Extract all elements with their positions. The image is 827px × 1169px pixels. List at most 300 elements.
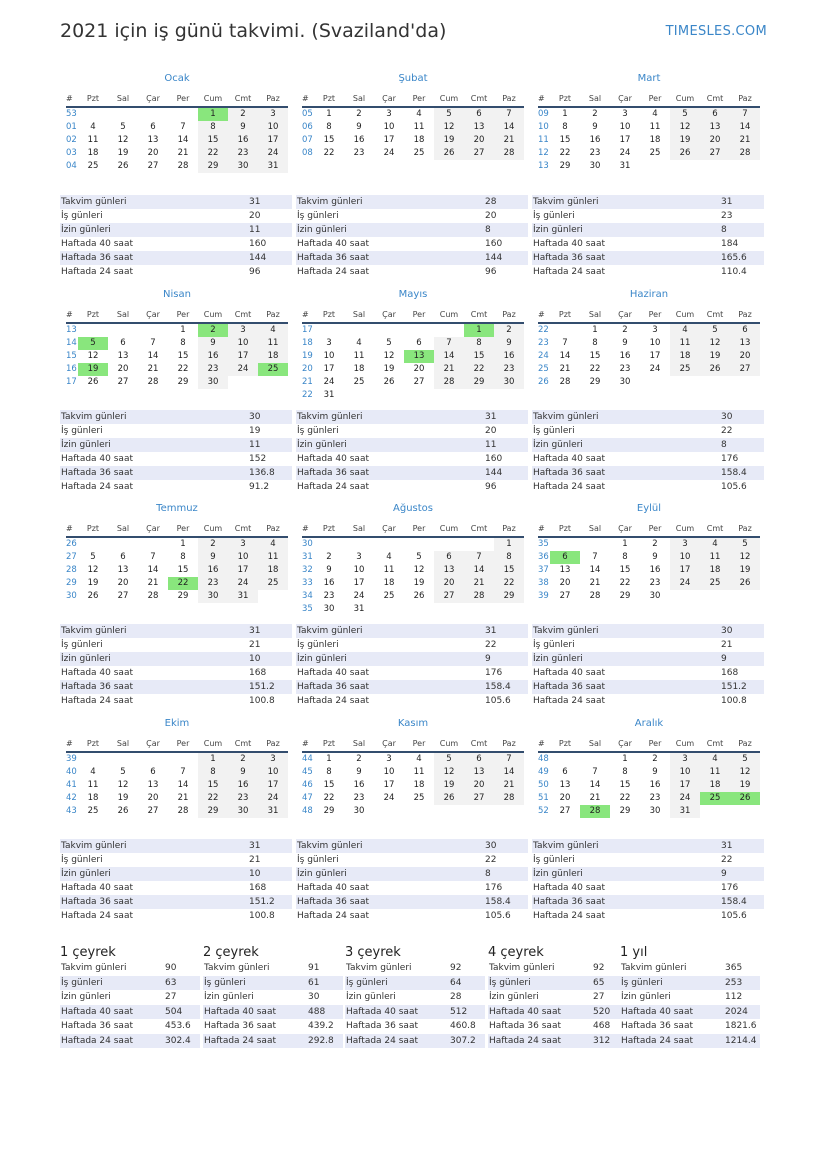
day-cell: 23 <box>589 148 601 158</box>
day-cell: 14 <box>434 350 464 363</box>
stat-value: 10 <box>249 654 261 664</box>
day-cell <box>730 590 760 603</box>
day-cell: 10 <box>670 766 700 779</box>
day-cell: 2 <box>652 754 658 764</box>
day-cell: 29 <box>589 377 601 387</box>
day-cell: 12 <box>730 551 760 564</box>
month-stats <box>60 839 292 923</box>
day-cell: 20 <box>434 577 464 590</box>
stat-row <box>60 652 292 666</box>
day-cell: 17 <box>323 364 335 374</box>
week-number: 51 <box>538 793 549 803</box>
stat-value: 31 <box>721 197 733 207</box>
day-cell: 18 <box>700 564 730 577</box>
week-number: 30 <box>302 539 313 549</box>
day-cell <box>78 538 108 551</box>
stat-row <box>532 223 764 237</box>
day-cell: 1 <box>326 754 332 764</box>
stat-label: Haftada 24 saat <box>61 482 133 492</box>
day-cell <box>138 324 168 337</box>
day-cell: 18 <box>87 148 99 158</box>
day-cell: 14 <box>177 135 189 145</box>
day-cell: 6 <box>464 753 494 766</box>
stat-row <box>296 452 528 466</box>
day-cell: 20 <box>464 779 494 792</box>
stat-row <box>532 480 764 494</box>
day-cell: 21 <box>559 364 571 374</box>
stat-label: Haftada 24 saat <box>61 696 133 706</box>
weekday-label: Pzt <box>558 310 572 319</box>
summary-row <box>620 1034 760 1049</box>
week-number: 18 <box>302 338 313 348</box>
day-cell: 2 <box>228 753 258 766</box>
day-cell: 31 <box>670 805 700 818</box>
day-cell <box>168 108 198 121</box>
day-cell <box>138 538 168 551</box>
weekday-label: Cmt <box>234 739 252 748</box>
day-cell: 4 <box>356 338 362 348</box>
stat-label: İzin günleri <box>61 440 111 450</box>
day-cell: 27 <box>147 806 159 816</box>
stat-row <box>60 909 292 923</box>
day-cell: 24 <box>258 147 288 160</box>
day-cell: 20 <box>559 793 571 803</box>
week-number: 13 <box>538 161 549 171</box>
week-row <box>302 753 524 766</box>
day-cell: 10 <box>258 766 288 779</box>
month-name: Ekim <box>164 718 190 729</box>
day-cell: 24 <box>383 148 395 158</box>
week-row <box>302 324 524 337</box>
day-cell: 2 <box>228 108 258 121</box>
weekday-label: Pzt <box>322 524 336 533</box>
day-cell: 25 <box>258 577 288 590</box>
day-cell: 21 <box>589 578 601 588</box>
summary-label: Takvim günleri <box>621 963 687 973</box>
week-row <box>66 766 288 779</box>
day-cell: 23 <box>649 793 661 803</box>
week-row <box>538 564 760 577</box>
day-cell: 24 <box>649 364 661 374</box>
summary-label: Haftada 40 saat <box>346 1006 418 1017</box>
day-cell: 28 <box>147 591 159 601</box>
stat-row <box>60 438 292 452</box>
stat-label: İzin günleri <box>61 654 111 664</box>
week-number: 46 <box>302 780 313 790</box>
stat-value: 9 <box>485 654 491 664</box>
stat-row <box>296 438 528 452</box>
weekday-header <box>66 308 288 324</box>
summary-row <box>345 1019 485 1034</box>
stat-label: Haftada 36 saat <box>297 253 369 263</box>
stat-label: İzin günleri <box>533 225 583 235</box>
week-row <box>538 108 760 121</box>
weekday-label: Cmt <box>706 94 724 103</box>
weekday-label: # <box>302 739 309 748</box>
day-cell: 9 <box>356 767 362 777</box>
day-cell: 19 <box>700 350 730 363</box>
day-cell <box>404 538 434 551</box>
month-calendar <box>66 288 288 389</box>
month-stats <box>296 839 528 923</box>
week-row <box>302 363 524 376</box>
stat-row <box>532 251 764 265</box>
summary-value: 91 <box>308 963 320 973</box>
summary-value: 468 <box>593 1021 611 1031</box>
stat-value: 23 <box>721 211 733 221</box>
day-cell: 5 <box>386 338 392 348</box>
week-number: 31 <box>302 552 313 562</box>
stat-row <box>60 881 292 895</box>
weekday-label: Çar <box>618 739 632 748</box>
stat-row <box>296 680 528 694</box>
stat-label: Takvim günleri <box>533 412 599 422</box>
day-cell: 21 <box>147 578 159 588</box>
day-cell <box>108 108 138 121</box>
week-number: 12 <box>538 148 549 158</box>
weekday-label: Pzt <box>558 524 572 533</box>
day-cell: 27 <box>117 591 129 601</box>
day-cell <box>434 805 464 818</box>
week-row <box>66 350 288 363</box>
day-cell: 2 <box>356 754 362 764</box>
week-row <box>538 577 760 590</box>
day-cell <box>374 324 404 337</box>
day-cell: 22 <box>619 578 631 588</box>
day-cell <box>344 324 374 337</box>
weekday-label: Cmt <box>470 310 488 319</box>
stat-label: İzin günleri <box>533 440 583 450</box>
day-cell <box>580 538 610 551</box>
day-cell: 16 <box>619 351 631 361</box>
month-calendar <box>302 288 524 402</box>
summary-value: 453.6 <box>165 1021 191 1031</box>
stat-label: İş günleri <box>533 855 575 865</box>
summary-row <box>488 1005 628 1020</box>
summary-row <box>203 961 343 976</box>
stat-value: 158.4 <box>485 682 511 692</box>
weekday-label: Sal <box>352 524 366 533</box>
day-cell: 11 <box>700 551 730 564</box>
week-row <box>66 121 288 134</box>
stat-label: İş günleri <box>297 640 339 650</box>
summary-value: 90 <box>165 963 177 973</box>
month-calendar <box>302 502 524 616</box>
day-cell: 6 <box>150 122 156 132</box>
day-cell: 31 <box>353 604 365 614</box>
day-cell: 27 <box>434 590 464 603</box>
stat-label: Haftada 36 saat <box>61 682 133 692</box>
day-cell: 18 <box>413 780 425 790</box>
stat-label: İzin günleri <box>61 225 111 235</box>
day-cell: 19 <box>87 578 99 588</box>
day-cell: 25 <box>413 793 425 803</box>
stat-value: 144 <box>485 253 503 263</box>
brand-link[interactable]: TIMESLES.COM <box>665 24 767 39</box>
month-calendar <box>66 717 288 818</box>
week-number: 52 <box>538 806 549 816</box>
stat-value: 8 <box>721 225 727 235</box>
stat-value: 144 <box>485 468 503 478</box>
day-cell: 11 <box>87 780 99 790</box>
week-row <box>538 147 760 160</box>
week-row <box>66 108 288 121</box>
day-cell: 15 <box>323 780 335 790</box>
stat-label: Haftada 24 saat <box>297 482 369 492</box>
day-cell <box>730 376 760 389</box>
day-cell: 9 <box>652 552 658 562</box>
summary-value: 2024 <box>725 1006 748 1017</box>
stat-label: İş günleri <box>533 640 575 650</box>
day-cell <box>374 538 404 551</box>
stat-row <box>296 867 528 881</box>
stat-label: İş günleri <box>297 855 339 865</box>
month-name: Nisan <box>163 289 191 300</box>
day-cell: 16 <box>198 350 228 363</box>
weekday-label: Cum <box>675 94 695 103</box>
day-cell: 3 <box>258 108 288 121</box>
summary-value: 112 <box>725 992 743 1002</box>
weekday-label: # <box>538 739 545 748</box>
day-cell: 6 <box>150 767 156 777</box>
stat-value: 30 <box>485 841 497 851</box>
week-row <box>538 134 760 147</box>
day-cell: 6 <box>434 551 464 564</box>
summary-value: 1821.6 <box>725 1021 757 1031</box>
day-cell: 7 <box>180 767 186 777</box>
weekday-label: Cum <box>439 739 459 748</box>
month-name: Mart <box>637 73 661 84</box>
stat-label: Haftada 36 saat <box>533 253 605 263</box>
month-stats <box>296 195 528 279</box>
stat-row <box>296 195 528 209</box>
week-number: 35 <box>538 539 549 549</box>
day-cell: 20 <box>413 364 425 374</box>
day-cell: 26 <box>87 377 99 387</box>
stat-value: 105.6 <box>721 911 747 921</box>
day-cell: 18 <box>258 564 288 577</box>
day-cell: 5 <box>730 753 760 766</box>
day-cell: 26 <box>413 591 425 601</box>
week-number: 10 <box>538 122 549 132</box>
day-cell: 16 <box>323 578 335 588</box>
stat-value: 100.8 <box>249 911 275 921</box>
summary-row <box>345 976 485 991</box>
week-row <box>538 363 760 376</box>
day-cell: 17 <box>619 135 631 145</box>
stat-value: 11 <box>249 225 261 235</box>
day-cell <box>580 753 610 766</box>
week-row <box>538 376 760 389</box>
summary-label: İş günleri <box>621 977 663 988</box>
day-cell: 10 <box>228 337 258 350</box>
day-cell: 16 <box>649 565 661 575</box>
stat-row <box>296 265 528 279</box>
day-cell: 23 <box>198 363 228 376</box>
day-cell <box>464 603 494 616</box>
day-cell: 29 <box>198 160 228 173</box>
stat-row <box>532 265 764 279</box>
summary-title: 3 çeyrek <box>345 945 401 960</box>
stat-value: 160 <box>249 239 267 249</box>
day-cell: 12 <box>434 121 464 134</box>
day-cell: 17 <box>228 350 258 363</box>
stat-row <box>60 265 292 279</box>
day-cell: 14 <box>494 766 524 779</box>
day-cell: 22 <box>177 364 189 374</box>
stat-row <box>532 680 764 694</box>
month-name: Aralık <box>634 718 664 729</box>
day-cell: 8 <box>494 551 524 564</box>
day-cell: 25 <box>649 148 661 158</box>
day-cell: 24 <box>353 591 365 601</box>
stat-value: 10 <box>249 869 261 879</box>
week-row <box>66 805 288 818</box>
summary-label: İş günleri <box>204 977 246 988</box>
stat-row <box>296 466 528 480</box>
day-cell: 7 <box>180 122 186 132</box>
day-cell: 31 <box>323 390 335 400</box>
stat-row <box>60 410 292 424</box>
weekday-label: Çar <box>146 524 160 533</box>
month-name: Temmuz <box>156 503 198 514</box>
stat-value: 151.2 <box>721 682 747 692</box>
summary-value: 365 <box>725 963 743 973</box>
stat-label: İş günleri <box>297 211 339 221</box>
stat-label: İş günleri <box>533 211 575 221</box>
stat-label: Takvim günleri <box>61 412 127 422</box>
day-cell <box>550 324 580 337</box>
week-row <box>538 350 760 363</box>
stat-row <box>532 424 764 438</box>
day-cell: 7 <box>592 767 598 777</box>
week-row <box>302 350 524 363</box>
day-cell <box>434 603 464 616</box>
summary-list <box>203 961 343 1048</box>
stat-label: Haftada 36 saat <box>297 468 369 478</box>
day-cell: 14 <box>147 351 159 361</box>
day-cell: 12 <box>700 337 730 350</box>
summary-label: Haftada 24 saat <box>621 1035 693 1046</box>
stat-value: 105.6 <box>721 482 747 492</box>
day-cell: 12 <box>117 780 129 790</box>
summary-value: 1214.4 <box>725 1035 757 1046</box>
weekday-label: Cum <box>675 739 695 748</box>
week-row <box>538 121 760 134</box>
day-cell: 13 <box>559 565 571 575</box>
stat-row <box>296 624 528 638</box>
day-cell: 22 <box>619 793 631 803</box>
week-number: 42 <box>66 793 77 803</box>
day-cell: 30 <box>323 604 335 614</box>
day-cell: 30 <box>494 376 524 389</box>
stat-value: 21 <box>249 855 261 865</box>
stat-value: 105.6 <box>485 696 511 706</box>
summary-row <box>203 1005 343 1020</box>
summary-row <box>60 990 200 1005</box>
weekday-label: Pzt <box>558 739 572 748</box>
day-cell: 22 <box>198 792 228 805</box>
stat-value: 22 <box>485 640 497 650</box>
day-cell: 3 <box>652 325 658 335</box>
day-cell: 23 <box>649 578 661 588</box>
stat-row <box>60 839 292 853</box>
weekday-label: Per <box>648 739 662 748</box>
summary-label: İş günleri <box>61 977 103 988</box>
month-calendar <box>66 502 288 603</box>
day-cell: 28 <box>494 792 524 805</box>
day-cell <box>464 538 494 551</box>
month-stats <box>60 410 292 494</box>
stat-row <box>60 251 292 265</box>
day-cell: 8 <box>180 338 186 348</box>
stat-value: 22 <box>721 426 733 436</box>
day-cell: 30 <box>619 377 631 387</box>
weekday-label: # <box>302 524 309 533</box>
weekday-label: Çar <box>382 739 396 748</box>
weekday-label: # <box>538 524 545 533</box>
day-cell: 7 <box>494 753 524 766</box>
weekday-label: Cum <box>203 524 223 533</box>
summary-value: 28 <box>450 992 462 1002</box>
day-cell: 20 <box>147 148 159 158</box>
summary-title: 2 çeyrek <box>203 945 259 960</box>
day-cell: 5 <box>700 324 730 337</box>
summary-label: Haftada 36 saat <box>489 1021 561 1031</box>
summary-value: 27 <box>165 992 177 1002</box>
day-cell <box>314 324 344 337</box>
day-cell: 18 <box>87 793 99 803</box>
stat-label: Takvim günleri <box>297 412 363 422</box>
day-cell: 22 <box>323 148 335 158</box>
week-number: 50 <box>538 780 549 790</box>
summary-block <box>345 945 485 1048</box>
day-cell: 12 <box>670 121 700 134</box>
summary-list <box>345 961 485 1048</box>
day-cell: 11 <box>413 122 425 132</box>
summary-value: 92 <box>593 963 605 973</box>
day-cell: 25 <box>258 363 288 376</box>
day-cell: 5 <box>434 108 464 121</box>
stat-value: 22 <box>721 855 733 865</box>
day-cell: 10 <box>649 338 661 348</box>
stat-label: Takvim günleri <box>533 626 599 636</box>
day-cell: 5 <box>78 337 108 350</box>
week-row <box>66 792 288 805</box>
day-cell: 10 <box>383 122 395 132</box>
weekday-label: Sal <box>116 94 130 103</box>
weekday-label: # <box>66 310 73 319</box>
weekday-label: Cum <box>203 739 223 748</box>
day-cell: 13 <box>147 780 159 790</box>
weekday-label: Paz <box>502 94 516 103</box>
day-cell: 17 <box>670 564 700 577</box>
day-cell: 4 <box>700 538 730 551</box>
day-cell: 28 <box>730 147 760 160</box>
weekday-label: Sal <box>588 310 602 319</box>
week-row <box>302 134 524 147</box>
day-cell: 23 <box>619 364 631 374</box>
stat-value: 165.6 <box>721 253 747 263</box>
day-cell: 11 <box>700 766 730 779</box>
day-cell: 30 <box>228 160 258 173</box>
summary-list <box>60 961 200 1048</box>
stat-row <box>532 853 764 867</box>
day-cell: 7 <box>434 337 464 350</box>
weekday-label: Paz <box>502 739 516 748</box>
stat-row <box>60 666 292 680</box>
day-cell: 17 <box>228 564 258 577</box>
